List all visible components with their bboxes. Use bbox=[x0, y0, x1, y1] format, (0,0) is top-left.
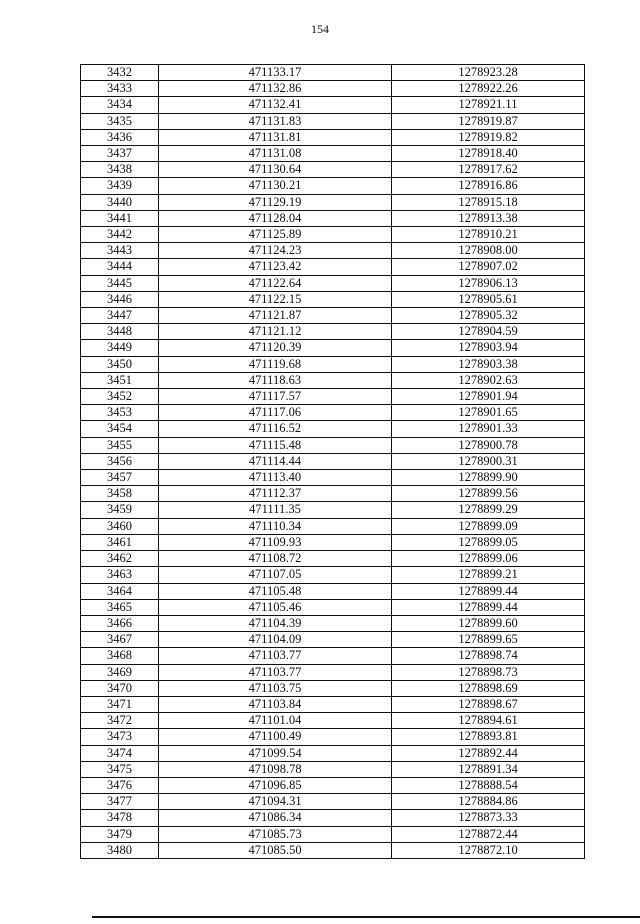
point-number-cell: 3463 bbox=[81, 567, 159, 583]
table-row bbox=[81, 729, 585, 745]
point-number-cell: 3439 bbox=[81, 178, 159, 194]
x-coordinate-cell: 471130.21 bbox=[159, 178, 392, 194]
x-coordinate-cell: 471110.34 bbox=[159, 518, 392, 534]
point-number-cell: 3455 bbox=[81, 437, 159, 453]
point-number-cell: 3479 bbox=[81, 826, 159, 842]
table-row bbox=[81, 583, 585, 599]
table-row bbox=[81, 534, 585, 550]
point-number-cell: 3447 bbox=[81, 308, 159, 324]
table-row bbox=[81, 437, 585, 453]
x-coordinate-cell: 471085.50 bbox=[159, 842, 392, 858]
table-row bbox=[81, 632, 585, 648]
x-coordinate-cell: 471113.40 bbox=[159, 470, 392, 486]
x-coordinate-cell: 471118.63 bbox=[159, 372, 392, 388]
x-coordinate-cell: 471125.89 bbox=[159, 227, 392, 243]
x-coordinate-cell: 471131.81 bbox=[159, 129, 392, 145]
y-coordinate-cell: 1278919.82 bbox=[392, 129, 585, 145]
y-coordinate-cell: 1278905.32 bbox=[392, 308, 585, 324]
point-number-cell: 3449 bbox=[81, 340, 159, 356]
table-row bbox=[81, 275, 585, 291]
point-number-cell: 3477 bbox=[81, 794, 159, 810]
x-coordinate-cell: 471086.34 bbox=[159, 810, 392, 826]
y-coordinate-cell: 1278899.21 bbox=[392, 567, 585, 583]
table-row bbox=[81, 486, 585, 502]
x-coordinate-cell: 471108.72 bbox=[159, 551, 392, 567]
table-row bbox=[81, 567, 585, 583]
point-number-cell: 3465 bbox=[81, 599, 159, 615]
y-coordinate-cell: 1278900.31 bbox=[392, 453, 585, 469]
y-coordinate-cell: 1278872.10 bbox=[392, 842, 585, 858]
point-number-cell: 3470 bbox=[81, 680, 159, 696]
point-number-cell: 3459 bbox=[81, 502, 159, 518]
x-coordinate-cell: 471098.78 bbox=[159, 761, 392, 777]
y-coordinate-cell: 1278898.67 bbox=[392, 696, 585, 712]
x-coordinate-cell: 471133.17 bbox=[159, 65, 392, 81]
x-coordinate-cell: 471104.09 bbox=[159, 632, 392, 648]
y-coordinate-cell: 1278900.78 bbox=[392, 437, 585, 453]
point-number-cell: 3456 bbox=[81, 453, 159, 469]
y-coordinate-cell: 1278918.40 bbox=[392, 146, 585, 162]
table-row bbox=[81, 680, 585, 696]
coordinates-table bbox=[80, 64, 585, 859]
table-row bbox=[81, 194, 585, 210]
x-coordinate-cell: 471114.44 bbox=[159, 453, 392, 469]
x-coordinate-cell: 471094.31 bbox=[159, 794, 392, 810]
x-coordinate-cell: 471116.52 bbox=[159, 421, 392, 437]
point-number-cell: 3453 bbox=[81, 405, 159, 421]
point-number-cell: 3469 bbox=[81, 664, 159, 680]
point-number-cell: 3432 bbox=[81, 65, 159, 81]
point-number-cell: 3440 bbox=[81, 194, 159, 210]
y-coordinate-cell: 1278919.87 bbox=[392, 113, 585, 129]
point-number-cell: 3441 bbox=[81, 210, 159, 226]
x-coordinate-cell: 471119.68 bbox=[159, 356, 392, 372]
y-coordinate-cell: 1278910.21 bbox=[392, 227, 585, 243]
x-coordinate-cell: 471105.46 bbox=[159, 599, 392, 615]
page-bottom-rule bbox=[92, 916, 640, 918]
x-coordinate-cell: 471129.19 bbox=[159, 194, 392, 210]
table-row bbox=[81, 81, 585, 97]
y-coordinate-cell: 1278899.65 bbox=[392, 632, 585, 648]
y-coordinate-cell: 1278898.73 bbox=[392, 664, 585, 680]
table-row bbox=[81, 502, 585, 518]
point-number-cell: 3471 bbox=[81, 696, 159, 712]
y-coordinate-cell: 1278899.60 bbox=[392, 615, 585, 631]
table-row bbox=[81, 470, 585, 486]
table-row bbox=[81, 421, 585, 437]
y-coordinate-cell: 1278906.13 bbox=[392, 275, 585, 291]
point-number-cell: 3433 bbox=[81, 81, 159, 97]
table-row bbox=[81, 178, 585, 194]
y-coordinate-cell: 1278899.06 bbox=[392, 551, 585, 567]
point-number-cell: 3473 bbox=[81, 729, 159, 745]
point-number-cell: 3475 bbox=[81, 761, 159, 777]
x-coordinate-cell: 471107.05 bbox=[159, 567, 392, 583]
table-row bbox=[81, 551, 585, 567]
table-row bbox=[81, 599, 585, 615]
point-number-cell: 3437 bbox=[81, 146, 159, 162]
point-number-cell: 3461 bbox=[81, 534, 159, 550]
y-coordinate-cell: 1278888.54 bbox=[392, 777, 585, 793]
y-coordinate-cell: 1278922.26 bbox=[392, 81, 585, 97]
table-row bbox=[81, 826, 585, 842]
x-coordinate-cell: 471085.73 bbox=[159, 826, 392, 842]
table-row bbox=[81, 794, 585, 810]
point-number-cell: 3443 bbox=[81, 243, 159, 259]
y-coordinate-cell: 1278894.61 bbox=[392, 713, 585, 729]
point-number-cell: 3462 bbox=[81, 551, 159, 567]
y-coordinate-cell: 1278913.38 bbox=[392, 210, 585, 226]
table-row bbox=[81, 518, 585, 534]
point-number-cell: 3457 bbox=[81, 470, 159, 486]
y-coordinate-cell: 1278873.33 bbox=[392, 810, 585, 826]
x-coordinate-cell: 471115.48 bbox=[159, 437, 392, 453]
x-coordinate-cell: 471101.04 bbox=[159, 713, 392, 729]
x-coordinate-cell: 471124.23 bbox=[159, 243, 392, 259]
point-number-cell: 3452 bbox=[81, 389, 159, 405]
table-row bbox=[81, 291, 585, 307]
x-coordinate-cell: 471131.08 bbox=[159, 146, 392, 162]
page-number: 154 bbox=[311, 22, 329, 36]
table-row bbox=[81, 664, 585, 680]
table-row bbox=[81, 308, 585, 324]
x-coordinate-cell: 471103.84 bbox=[159, 696, 392, 712]
x-coordinate-cell: 471132.86 bbox=[159, 81, 392, 97]
point-number-cell: 3435 bbox=[81, 113, 159, 129]
y-coordinate-cell: 1278901.65 bbox=[392, 405, 585, 421]
table-row bbox=[81, 227, 585, 243]
table-row bbox=[81, 405, 585, 421]
table-row bbox=[81, 696, 585, 712]
x-coordinate-cell: 471103.77 bbox=[159, 648, 392, 664]
x-coordinate-cell: 471131.83 bbox=[159, 113, 392, 129]
y-coordinate-cell: 1278899.44 bbox=[392, 583, 585, 599]
x-coordinate-cell: 471130.64 bbox=[159, 162, 392, 178]
y-coordinate-cell: 1278898.69 bbox=[392, 680, 585, 696]
y-coordinate-cell: 1278908.00 bbox=[392, 243, 585, 259]
y-coordinate-cell: 1278917.62 bbox=[392, 162, 585, 178]
y-coordinate-cell: 1278898.74 bbox=[392, 648, 585, 664]
y-coordinate-cell: 1278923.28 bbox=[392, 65, 585, 81]
table-row bbox=[81, 259, 585, 275]
y-coordinate-cell: 1278872.44 bbox=[392, 826, 585, 842]
table-row bbox=[81, 65, 585, 81]
x-coordinate-cell: 471103.75 bbox=[159, 680, 392, 696]
point-number-cell: 3436 bbox=[81, 129, 159, 145]
y-coordinate-cell: 1278899.56 bbox=[392, 486, 585, 502]
y-coordinate-cell: 1278893.81 bbox=[392, 729, 585, 745]
table-row bbox=[81, 97, 585, 113]
y-coordinate-cell: 1278884.86 bbox=[392, 794, 585, 810]
table-row bbox=[81, 324, 585, 340]
point-number-cell: 3448 bbox=[81, 324, 159, 340]
table-row bbox=[81, 113, 585, 129]
table-row bbox=[81, 356, 585, 372]
x-coordinate-cell: 471128.04 bbox=[159, 210, 392, 226]
x-coordinate-cell: 471109.93 bbox=[159, 534, 392, 550]
point-number-cell: 3476 bbox=[81, 777, 159, 793]
table-row bbox=[81, 162, 585, 178]
table-row bbox=[81, 146, 585, 162]
x-coordinate-cell: 471117.06 bbox=[159, 405, 392, 421]
table-row bbox=[81, 713, 585, 729]
x-coordinate-cell: 471103.77 bbox=[159, 664, 392, 680]
table-row bbox=[81, 842, 585, 858]
x-coordinate-cell: 471121.12 bbox=[159, 324, 392, 340]
y-coordinate-cell: 1278899.29 bbox=[392, 502, 585, 518]
point-number-cell: 3446 bbox=[81, 291, 159, 307]
x-coordinate-cell: 471112.37 bbox=[159, 486, 392, 502]
table-row bbox=[81, 129, 585, 145]
point-number-cell: 3466 bbox=[81, 615, 159, 631]
point-number-cell: 3472 bbox=[81, 713, 159, 729]
y-coordinate-cell: 1278903.38 bbox=[392, 356, 585, 372]
point-number-cell: 3434 bbox=[81, 97, 159, 113]
point-number-cell: 3438 bbox=[81, 162, 159, 178]
y-coordinate-cell: 1278915.18 bbox=[392, 194, 585, 210]
point-number-cell: 3451 bbox=[81, 372, 159, 388]
y-coordinate-cell: 1278899.09 bbox=[392, 518, 585, 534]
point-number-cell: 3442 bbox=[81, 227, 159, 243]
point-number-cell: 3445 bbox=[81, 275, 159, 291]
y-coordinate-cell: 1278905.61 bbox=[392, 291, 585, 307]
y-coordinate-cell: 1278892.44 bbox=[392, 745, 585, 761]
point-number-cell: 3460 bbox=[81, 518, 159, 534]
x-coordinate-cell: 471104.39 bbox=[159, 615, 392, 631]
x-coordinate-cell: 471100.49 bbox=[159, 729, 392, 745]
x-coordinate-cell: 471111.35 bbox=[159, 502, 392, 518]
y-coordinate-cell: 1278899.44 bbox=[392, 599, 585, 615]
point-number-cell: 3467 bbox=[81, 632, 159, 648]
point-number-cell: 3458 bbox=[81, 486, 159, 502]
point-number-cell: 3464 bbox=[81, 583, 159, 599]
table-row bbox=[81, 210, 585, 226]
x-coordinate-cell: 471120.39 bbox=[159, 340, 392, 356]
point-number-cell: 3468 bbox=[81, 648, 159, 664]
point-number-cell: 3478 bbox=[81, 810, 159, 826]
point-number-cell: 3454 bbox=[81, 421, 159, 437]
x-coordinate-cell: 471105.48 bbox=[159, 583, 392, 599]
point-number-cell: 3480 bbox=[81, 842, 159, 858]
y-coordinate-cell: 1278899.05 bbox=[392, 534, 585, 550]
x-coordinate-cell: 471123.42 bbox=[159, 259, 392, 275]
table-row bbox=[81, 372, 585, 388]
table-row bbox=[81, 777, 585, 793]
coordinates-table-body bbox=[81, 65, 585, 859]
y-coordinate-cell: 1278901.33 bbox=[392, 421, 585, 437]
y-coordinate-cell: 1278899.90 bbox=[392, 470, 585, 486]
table-row bbox=[81, 761, 585, 777]
x-coordinate-cell: 471122.15 bbox=[159, 291, 392, 307]
table-row bbox=[81, 243, 585, 259]
table-row bbox=[81, 810, 585, 826]
table-row bbox=[81, 340, 585, 356]
y-coordinate-cell: 1278901.94 bbox=[392, 389, 585, 405]
y-coordinate-cell: 1278904.59 bbox=[392, 324, 585, 340]
table-row bbox=[81, 615, 585, 631]
y-coordinate-cell: 1278921.11 bbox=[392, 97, 585, 113]
y-coordinate-cell: 1278903.94 bbox=[392, 340, 585, 356]
x-coordinate-cell: 471122.64 bbox=[159, 275, 392, 291]
x-coordinate-cell: 471121.87 bbox=[159, 308, 392, 324]
y-coordinate-cell: 1278916.86 bbox=[392, 178, 585, 194]
y-coordinate-cell: 1278902.63 bbox=[392, 372, 585, 388]
y-coordinate-cell: 1278891.34 bbox=[392, 761, 585, 777]
table-row bbox=[81, 453, 585, 469]
y-coordinate-cell: 1278907.02 bbox=[392, 259, 585, 275]
point-number-cell: 3444 bbox=[81, 259, 159, 275]
x-coordinate-cell: 471132.41 bbox=[159, 97, 392, 113]
x-coordinate-cell: 471096.85 bbox=[159, 777, 392, 793]
table-row bbox=[81, 648, 585, 664]
table-row bbox=[81, 389, 585, 405]
x-coordinate-cell: 471099.54 bbox=[159, 745, 392, 761]
table-row bbox=[81, 745, 585, 761]
point-number-cell: 3450 bbox=[81, 356, 159, 372]
x-coordinate-cell: 471117.57 bbox=[159, 389, 392, 405]
point-number-cell: 3474 bbox=[81, 745, 159, 761]
